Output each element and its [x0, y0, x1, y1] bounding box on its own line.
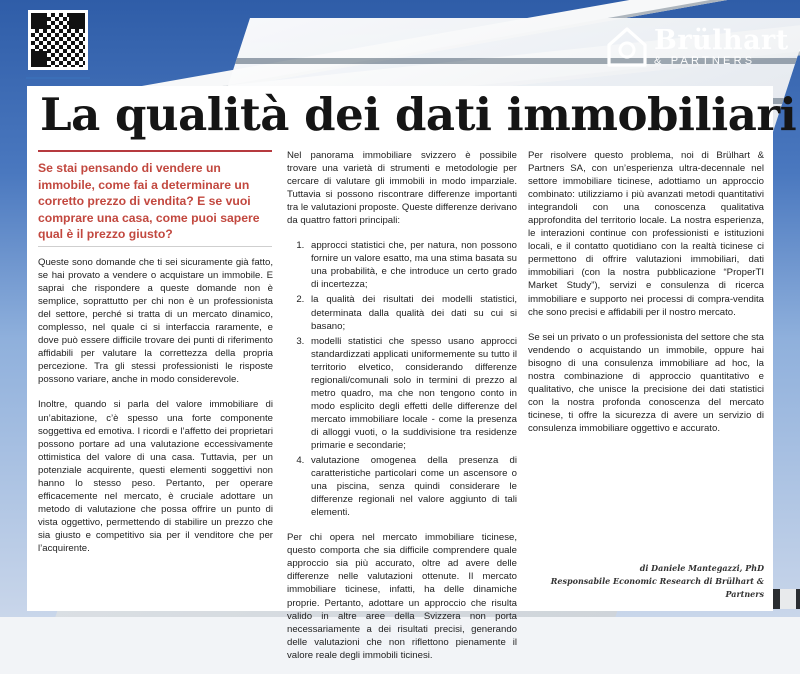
author-name: di Daniele Mantegazzi, PhD [639, 563, 764, 573]
article-lede: Se stai pensando di vendere un immobile, come fai a determinare un corretto prezzo di vendita? E se vuoi comprare una casa, come puoi sapere qual è il prezzo giusto? [38, 161, 260, 241]
paragraph: Queste sono domande che ti sei sicuramente già fatto, se hai provato a vendere o acquistare un immobile. E saprai che rispondere a queste domande non è semplice, soprattutto per chi non è un professionista del settore, perché si tratta di un mercato dinamico, complesso, nel quale ci si interfaccia raramente, e dove può essere difficile trovare dei punti di riferimento affidabili per valutare la correttezza della propria percezione. Tra gli stessi professionisti le risposte possono variare, anche in modo considerevole. [38, 257, 273, 386]
brand-subtitle: & PARTNERS [654, 55, 756, 67]
list-item: 4. valutazione omogenea della presenza di caratteristiche particolari come un ascensore o una piscina, senza quindi considerare le differenze regionali nel valore aggiunto di tali elementi. [307, 454, 517, 519]
paragraph: Inoltre, quando si parla del valore immobiliare di un’abitazione, c’è spesso una forte componente soggettiva ed emotiva. I ricordi e l’affetto dei proprietari possono portare ad una valutazione eccessivamente ottimistica del valore di una casa. Tuttavia, per un potenziale acquirente, questi elementi soggettivi non hanno lo stesso peso. Pertanto, per operare efficacemente nel mercato, è cruciale adottare un metodo di valutazione che possa offrire un punto di vista oggettivo, permettendo di stabilire un prezzo che sia giusto e competitivo sia per il venditore che per l’acquirente. [38, 399, 273, 554]
qr-code-pattern [31, 13, 85, 67]
house-icon [606, 25, 648, 69]
paragraph: Nel panorama immobiliare svizzero è possibile trovare una varietà di strumenti e metodologie per cercare di valutare gli immobili in modo imparziale. Tuttavia si possono riscontrare differenze importanti tra le valutazioni proposte. Queste differenze derivano da quattro fattori principali: [287, 150, 517, 227]
article-title: La qualità dei dati immobiliari [40, 88, 797, 141]
paragraph: Se sei un privato o un professionista del settore che sta vendendo o acquistando un immobile, oppure hai bisogno di una consulenza immobiliare ad hoc, la nostra combinazione di approccio quantitativo e qualitativo, che unisce la precisione dei dati statistici con la nostra profonda conoscenza del mercato ticinese, ti offre la sicurezza di avere un servizio di consulenza immobiliare oggettivo e accurato. [528, 331, 764, 434]
list-item: 2. la qualità dei risultati dei modelli statistici, determinata dalla qualità dei dati su cui si basano; [307, 293, 517, 332]
factors-list [287, 239, 517, 519]
lede-bottom-divider [38, 246, 272, 247]
paragraph: Per chi opera nel mercato immobiliare ticinese, questo comporta che sia difficile comprendere quale approccio sia più accurato, oltre ad avere delle differenze nelle valutazioni ottenute. Il mercato immobiliare ticinese, infatti, ha delle dinamiche proprie. Pertanto, adottare un approccio che risulta valido in altre aree della Svizzera non porta necessariamente a dei risultati precisi, generando delle valutazioni che non riflettono pienamente il valore reale degli immobili ticinesi. [287, 532, 517, 661]
brand-name: Brülhart [654, 25, 789, 56]
article-column-3 [528, 149, 764, 447]
qr-code[interactable] [28, 10, 88, 70]
article-column-1 [38, 256, 273, 567]
author-signature [528, 562, 764, 601]
list-item: 3. modelli statistici che spesso usano approcci standardizzati applicati uniformemente su tutto il territorio elvetico, considerando differenze regionali/comunali solo in termini di prezzo al metro quadro, ma che non tengono conto in modo esplicito degli effetti delle differenze del mercato immobiliare locale - come la presenza di alloggi vuoti, o la suddivisione tra residenze primarie e secondarie; [307, 335, 517, 452]
author-role: Responsabile Economic Research di Brülhart & Partners [550, 576, 764, 599]
brand-logo [606, 22, 789, 72]
qr-link-underline [26, 77, 90, 79]
paragraph: Per risolvere questo problema, noi di Brülhart & Partners SA, con un’esperienza ultra-decennale nel settore immobiliare ticinese, adottiamo un approccio combinato: utilizziamo i più avanzati metodi quantitativi integrandoli con una conoscenza qualitativa approfondita del territorio locale. La nostra esperienza, le interazioni continue con professionisti e istituzioni locali, e il contatto quotidiano con la realtà ticinese ci permettono di offrire valutazioni immobiliari, dati immobiliari (con la nostra pubblicazione “ProperTI Market Study”), servizi e consulenza di ricerca immobiliare e supporto nei processi di compra-vendita che sono precisi e affidabili per il nostro mercato. [528, 150, 764, 318]
article-column-2 [287, 149, 517, 674]
list-item: 1. approcci statistici che, per natura, non possono fornire un valore esatto, ma una stima basata su una probabilità, e che introduce un certo grado di incertezza; [307, 239, 517, 291]
lede-divider [38, 150, 272, 152]
